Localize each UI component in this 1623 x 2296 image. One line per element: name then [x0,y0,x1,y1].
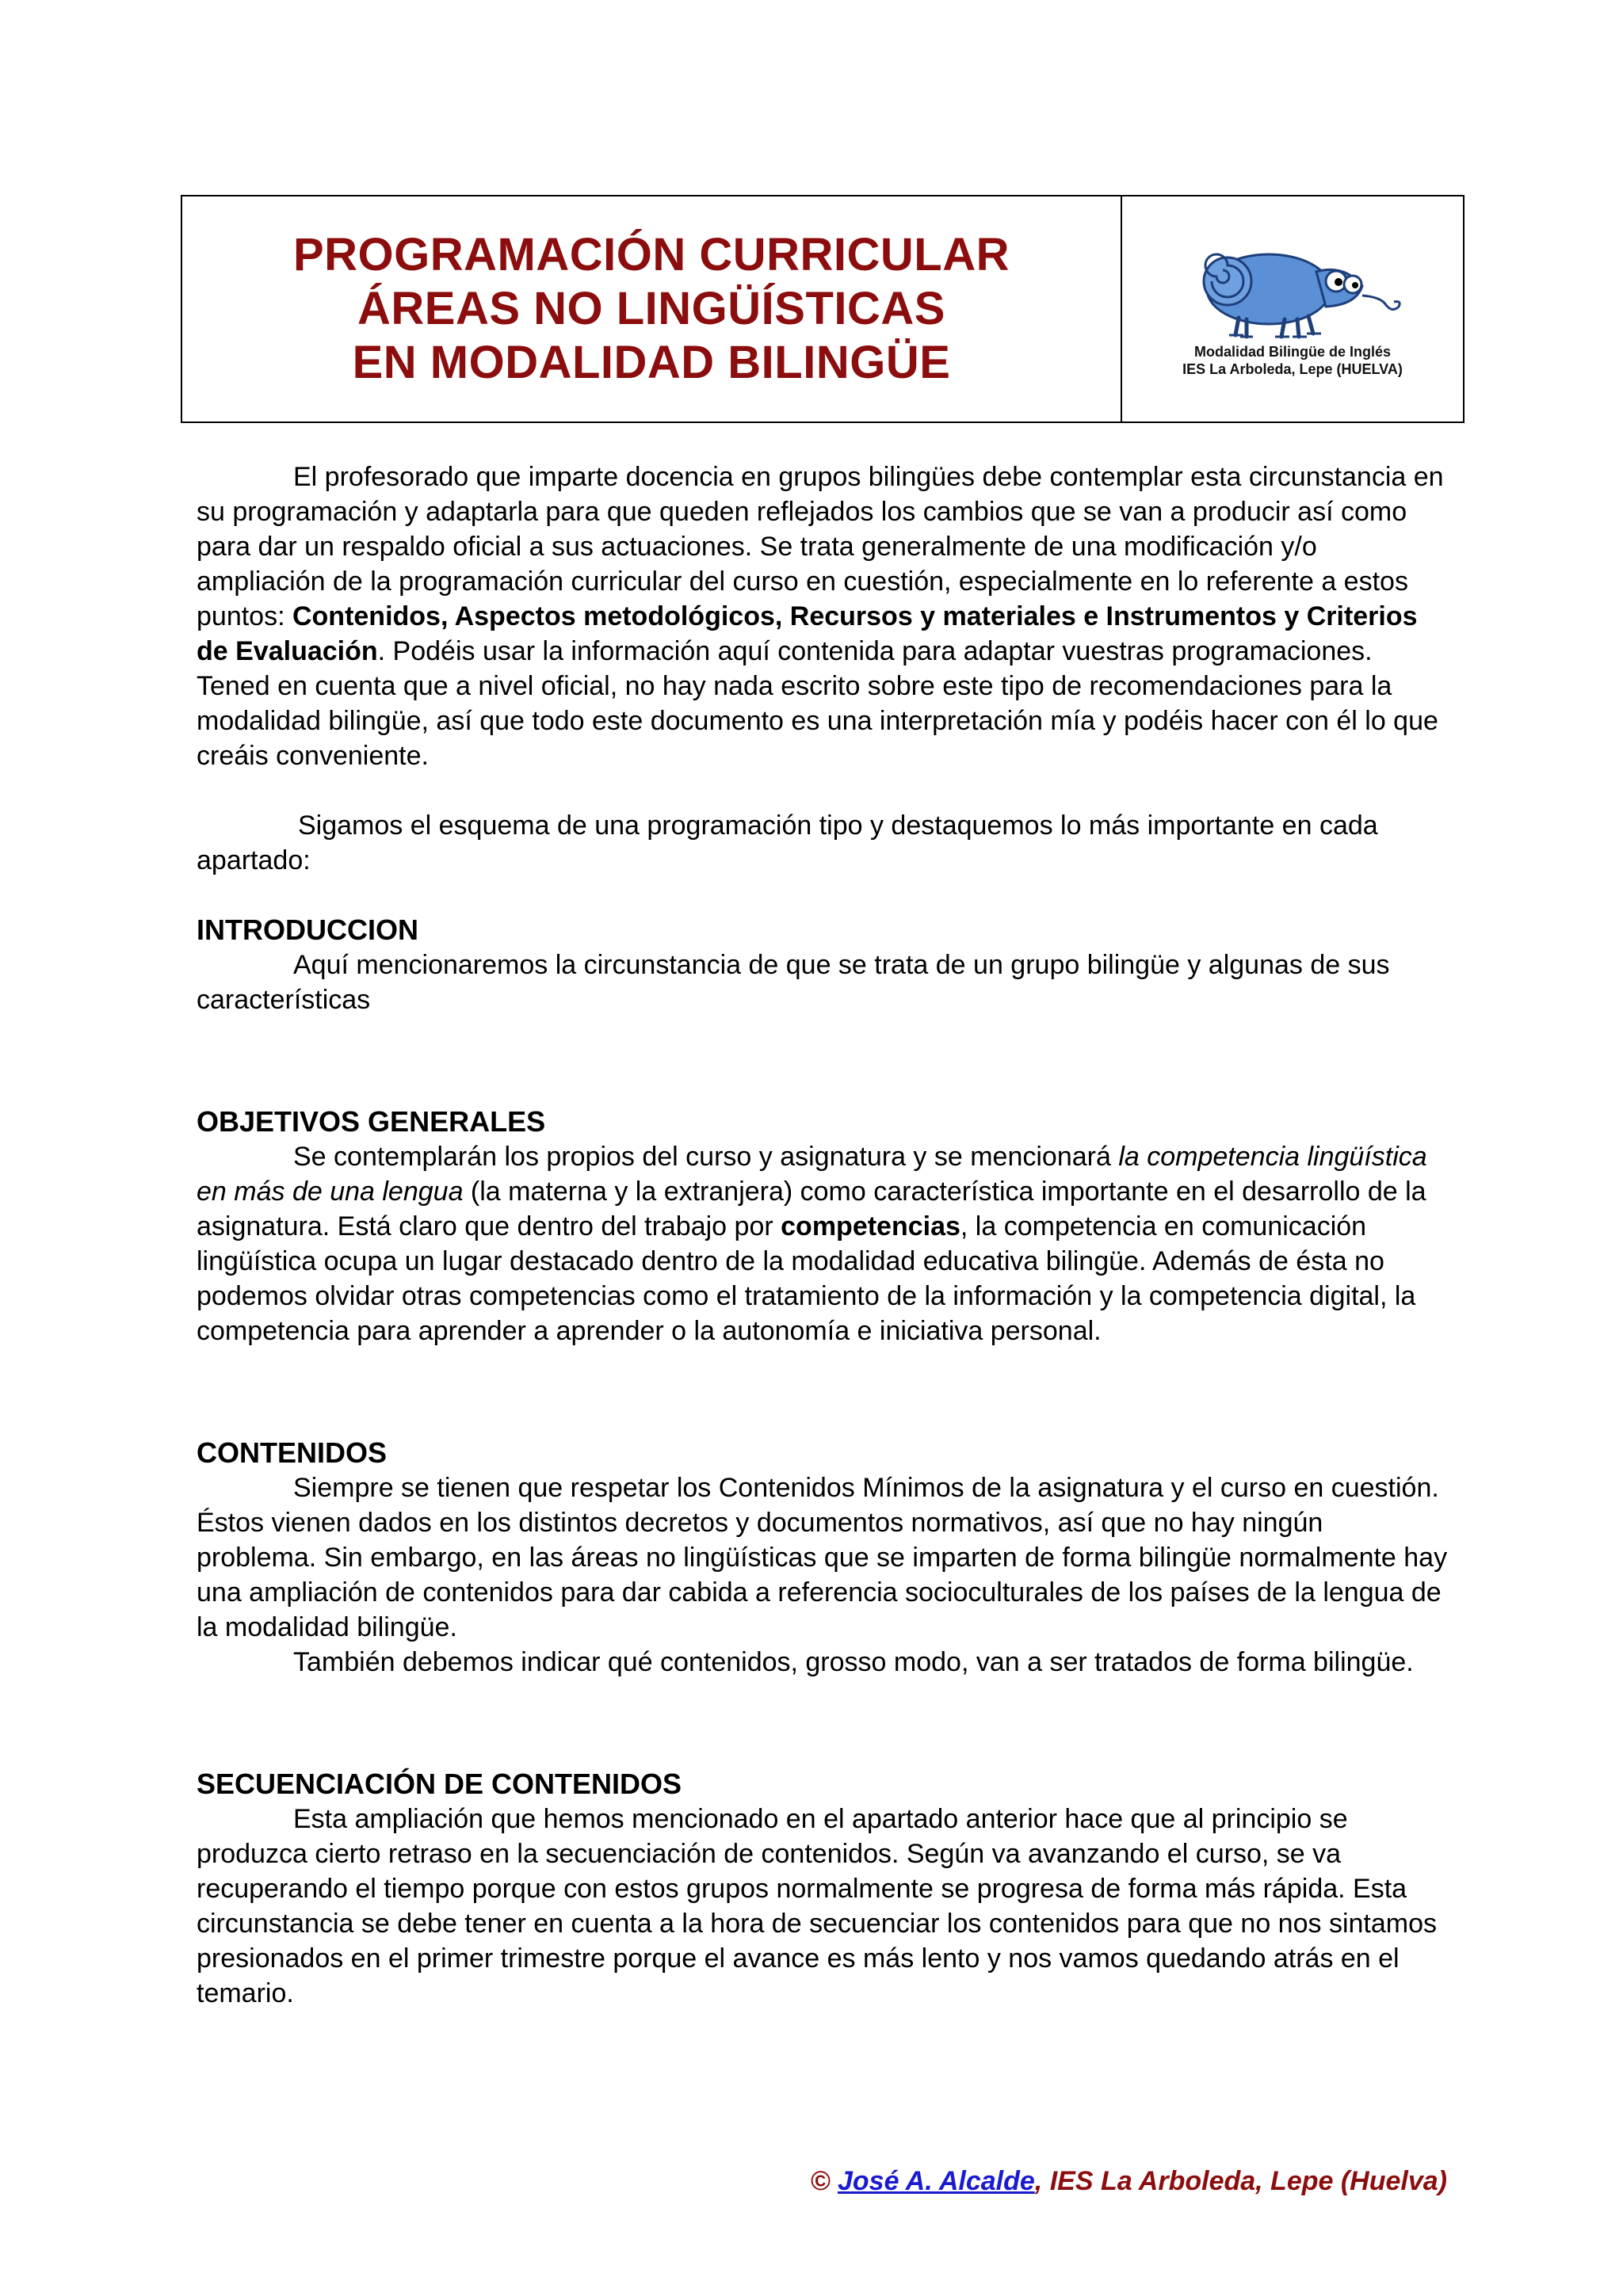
heading-contenidos: CONTENIDOS [197,1436,388,1469]
objetivos-text-italic: la competencia lingüística en más de una lengua [197,1142,1427,1207]
title-line-2: ÁREAS NO LINGÜÍSTICAS [357,283,945,334]
objetivos-text-bold: competencias [781,1211,960,1241]
intro-text-bold: Contenidos, Aspectos metodológicos, Recursos y materiales e Instrumentos y Criterios de Evaluación [197,601,1418,666]
objetivos-text-a: Se contemplarán los propios del curso y asignatura y se mencionará [293,1142,1119,1172]
secuenciacion-paragraph [197,1802,1449,2011]
title-cell [182,196,1122,421]
introduccion-text: Aquí mencionaremos la circunstancia de que se trata de un grupo bilingüe y algunas de sus características [197,950,1390,1015]
intro-paragraph-2 [197,808,1449,878]
chameleon-icon [1174,240,1411,343]
document-body [197,460,1449,2011]
heading-objetivos: OBJETIVOS GENERALES [197,1105,546,1138]
contenidos-text-2: También debemos indicar qué contenidos, grosso modo, van a ser tratados de forma bilingüe. [293,1647,1414,1677]
intro-text-a: El profesorado que imparte docencia en grupos bilingües debe contemplar esta circunstancia en su programación y adaptarla para que queden reflejados los cambios que se van a producir así como para dar un respaldo oficial a sus actuaciones. Se trata generalmente de una modificación y/o ampliación de la programación curricular del curso en cuestión, especialmente en lo referente a estos puntos: [197,462,1444,631]
logo-cell [1122,196,1463,421]
logo-caption-2: IES La Arboleda, Lepe (HUELVA) [1182,361,1403,377]
heading-secuenciacion: SECUENCIACIÓN DE CONTENIDOS [197,1768,682,1800]
header-box [181,195,1465,423]
author-link[interactable]: José A. Alcalde [837,2166,1035,2196]
intro-paragraph [197,460,1449,773]
objetivos-paragraph [197,1139,1449,1348]
contenidos-text-1: Siempre se tienen que respetar los Contenidos Mínimos de la asignatura y el curso en cuestión. Éstos vienen dados en los distintos decretos y documentos normativos, así que no hay ningún problema. Sin embargo, en las áreas no lingüísticas que se imparten de forma bilingüe normalmente hay una ampliación de contenidos para dar cabida a referencia socioculturales de los países de la lengua de la modalidad bilingüe. [197,1473,1448,1642]
objetivos-text-c: , la competencia en comunicación lingüística ocupa un lugar destacado dentro de la modalidad educativa bilingüe. Además de ésta no podemos olvidar otras competencias como el tratamiento de la información y la competencia digital, la competencia para aprender a aprender o la autonomía e iniciativa personal. [197,1211,1416,1346]
intro-text-b: . Podéis usar la información aquí contenida para adaptar vuestras programaciones. Tened en cuenta que a nivel oficial, no hay nada escrito sobre este tipo de recomendaciones para la modalidad bilingüe, así que todo este documento es una interpretación mía y podéis hacer con él lo que creáis conveniente. [197,636,1438,771]
title-line-3: EN MODALIDAD BILINGÜE [352,337,951,388]
secuenciacion-text: Esta ampliación que hemos mencionado en el apartado anterior hace que al principio se produzca cierto retraso en la secuenciación de contenidos. Según va avanzando el curso, se va recuperando el tiempo porque con estos grupos normalmente se progresa de forma más rápida. Esta circunstancia se debe tener en cuenta a la hora de secuenciar los contenidos para que no nos sintamos presionados en el primer trimestre porque el avance es más lento y nos vamos quedando atrás en el temario. [197,1804,1437,2008]
introduccion-paragraph [197,948,1449,1017]
objetivos-text-b: (la materna y la extranjera) como característica importante en el desarrollo de la asignatura. Está claro que dentro del trabajo por [197,1177,1426,1241]
logo-caption-1: Modalidad Bilingüe de Inglés [1193,344,1392,360]
contenidos-paragraph-1 [197,1470,1449,1645]
contenidos-paragraph-2 [197,1645,1449,1680]
intro-text-2: Sigamos el esquema de una programación tipo y destaquemos lo más importante en cada apartado: [197,810,1378,875]
footer-rest: , IES La Arboleda, Lepe (Huelva) [1034,2166,1447,2196]
title-line-1: PROGRAMACIÓN CURRICULAR [292,229,1010,280]
heading-introduccion: INTRODUCCION [197,913,418,946]
copyright-symbol: © [810,2166,831,2196]
footer-credit [810,2166,1447,2197]
